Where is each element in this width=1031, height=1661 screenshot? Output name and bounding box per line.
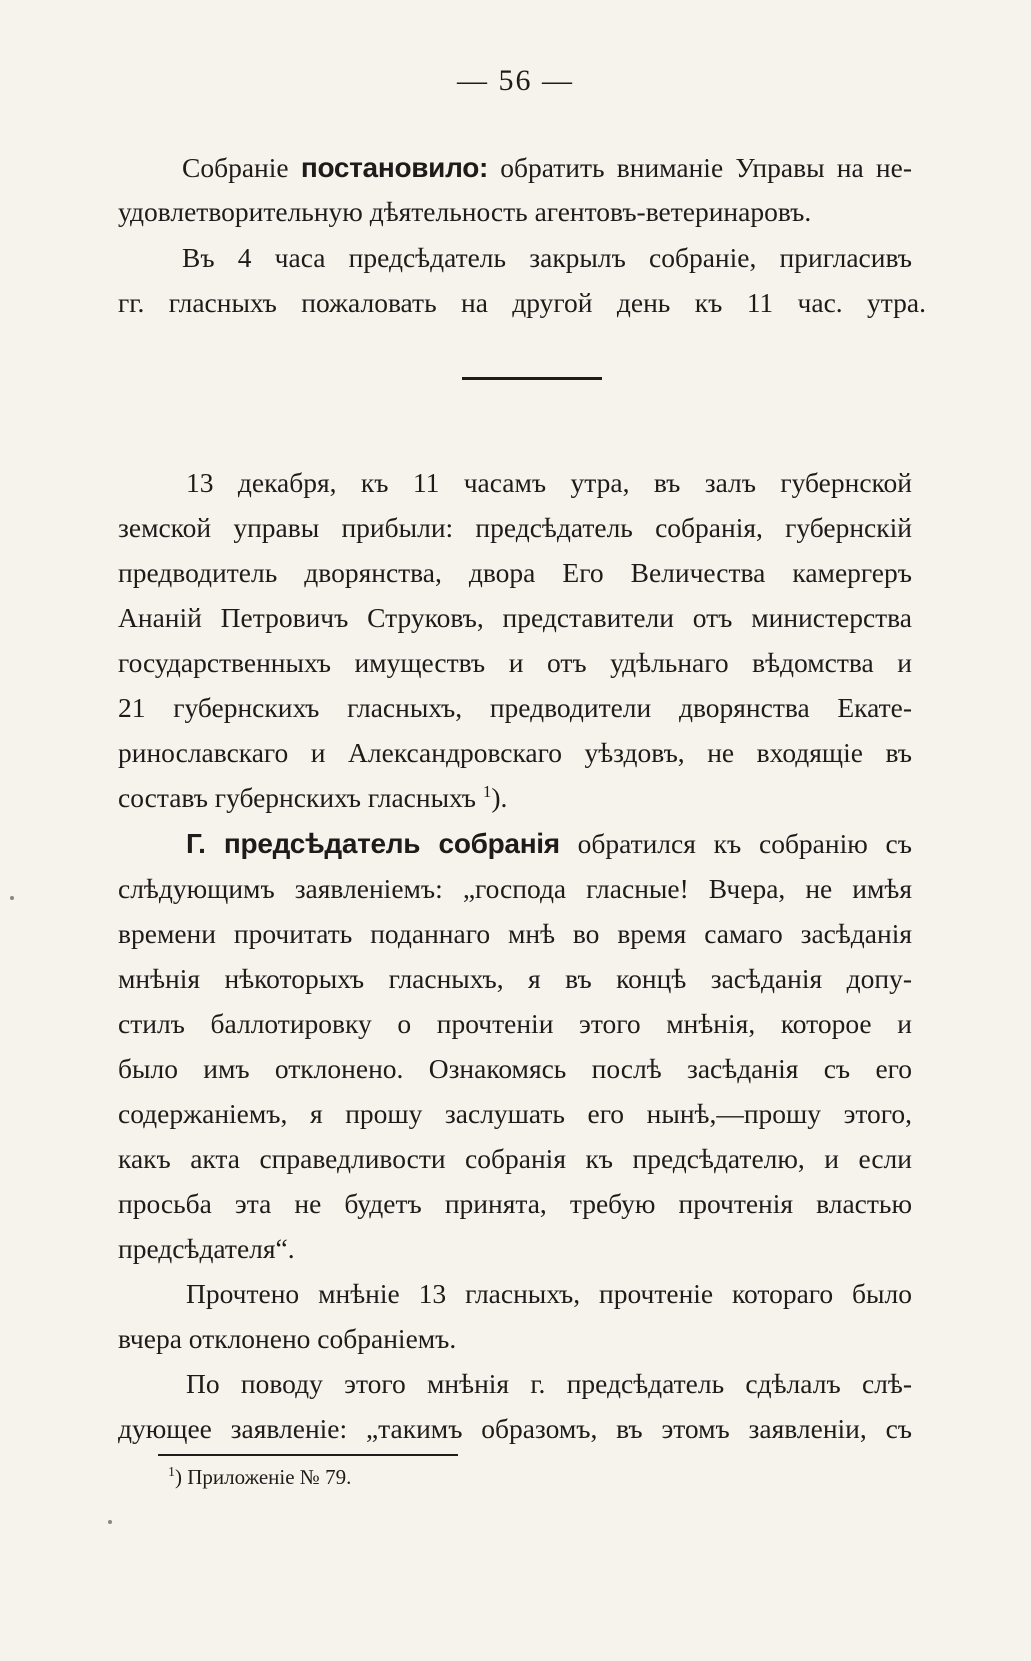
paragraph-line: было имъ отклонено. Ознакомясь послѣ засѣданія съ его (118, 1053, 912, 1084)
paragraph-line: предводитель дворянства, двора Его Величества камергеръ (118, 557, 912, 588)
paragraph-line: ринославскаго и Александровскаго уѣздовъ, не входящіе въ (118, 737, 912, 768)
footnote-text: ) Приложеніе № 79. (175, 1465, 352, 1489)
page-number: — 56 — (457, 64, 574, 97)
paragraph-line: содержаніемъ, я прошу заслушать его нынѣ,—прошу этого, (118, 1098, 912, 1129)
paragraph-line (182, 150, 912, 186)
paragraph-line: Прочтено мнѣніе 13 гласныхъ, прочтеніе котораго было (186, 1278, 912, 1309)
paragraph-line: просьба эта не будетъ принята, требую прочтенія властью (118, 1188, 912, 1219)
paragraph-line: слѣдующимъ заявленіемъ: „господа гласные! Вчера, не имѣя (118, 873, 912, 904)
paragraph-line: вчера отклонено собраніемъ. (118, 1323, 457, 1354)
paragraph-line: мнѣнія нѣкоторыхъ гласныхъ, я въ концѣ засѣданія допу- (118, 963, 912, 994)
bold-text: постановило: (300, 152, 489, 183)
paper-speck (10, 896, 14, 900)
paragraph-line: гг. гласныхъ пожаловать на другой день къ 11 час. утра. (118, 287, 926, 318)
paragraph-line: какъ акта справедливости собранія къ предсѣдателю, и если (118, 1143, 912, 1174)
paragraph-line: времени прочитать поданнаго мнѣ во время самаго засѣданія (118, 918, 912, 949)
bold-text: Г. предсѣдатель собранія (186, 828, 560, 859)
paragraph-line: земской управы прибыли: предсѣдатель собранія, губернскій (118, 512, 912, 543)
paragraph-line: 13 декабря, къ 11 часамъ утра, въ залъ губернской (186, 467, 912, 498)
footnote-rule (158, 1454, 458, 1456)
paragraph-line (118, 780, 507, 816)
paragraph-line: Ананій Петровичъ Струковъ, представители отъ министерства (118, 602, 912, 633)
paragraph-line: 21 губернскихъ гласныхъ, предводители дворянства Екате- (118, 692, 912, 723)
paragraph-line: дующее заявленіе: „такимъ образомъ, въ этомъ заявленіи, съ (118, 1413, 912, 1444)
paragraph-line: государственныхъ имуществъ и отъ удѣльнаго вѣдомства и (118, 647, 912, 678)
footnote-ref: 1 (482, 781, 492, 801)
text-run: Собраніе (182, 152, 301, 183)
paragraph-line: стилъ баллотировку о прочтеніи этого мнѣнія, которое и (118, 1008, 912, 1039)
text-run: обратить вниманіе Управы на не- (488, 152, 912, 183)
paragraph-line: По поводу этого мнѣнія г. предсѣдатель сдѣлалъ слѣ- (186, 1368, 912, 1399)
paragraph-line: предсѣдателя“. (118, 1233, 295, 1264)
footnote (168, 1462, 351, 1492)
paragraph-line: Въ 4 часа предсѣдатель закрылъ собраніе, пригласивъ (182, 242, 912, 273)
text-run: обратился къ собранію съ (559, 828, 912, 859)
section-divider (462, 377, 602, 380)
paragraph-line: удовлетворительную дѣятельность агентовъ-ветеринаровъ. (118, 196, 812, 227)
text-run: ). (491, 782, 508, 813)
paper-speck (108, 1520, 112, 1524)
paragraph-line (186, 826, 912, 862)
footnote-marker: 1 (168, 1465, 175, 1480)
text-run: составъ губернскихъ гласныхъ (118, 782, 483, 813)
